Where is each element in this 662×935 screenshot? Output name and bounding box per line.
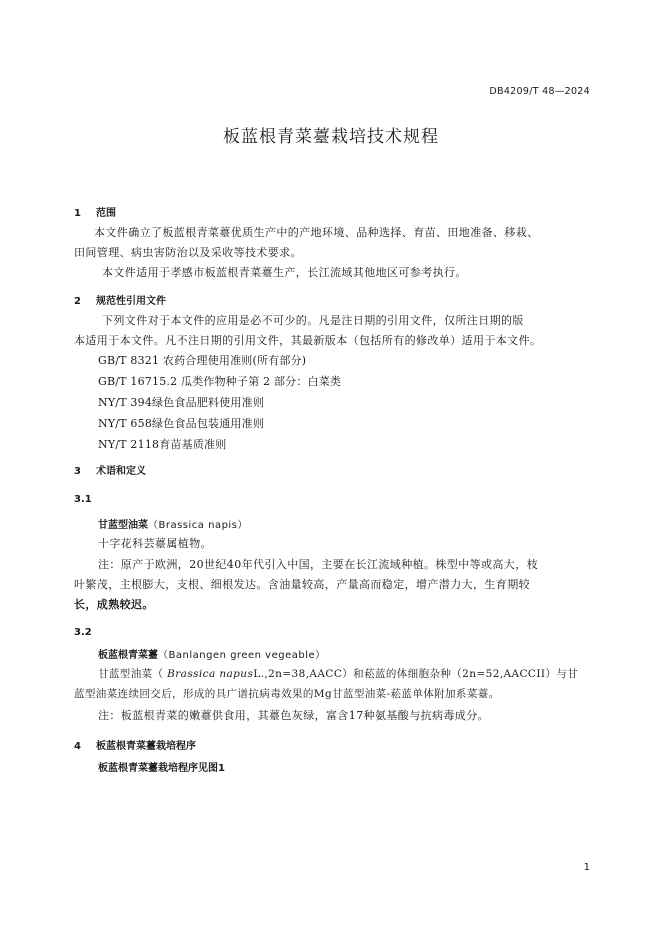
section-4-heading: [74, 737, 196, 752]
section-4-text: 板蓝根青菜薹栽培程序见图1: [98, 763, 225, 774]
term-3-2-definition-line-1: [98, 666, 578, 681]
reference-item: GB/T 16715.2 瓜类作物种子第 2 部分：白菜类: [98, 375, 342, 388]
section-3-heading: [74, 462, 146, 477]
term-3-2-latin: （Banlangen green vegeable）: [158, 650, 326, 661]
term-3-2-def-latin: Brassica napus: [167, 668, 254, 680]
reference-item: NY/T 658绿色食品包装通用准则: [98, 417, 265, 430]
reference-item: NY/T 394绿色食品肥料使用准则: [98, 396, 265, 409]
term-3-2-def-a: 甘蓝型油菜（: [98, 668, 168, 680]
section-3-title: 术语和定义: [96, 466, 146, 477]
term-3-2-name: 板蓝根青菜薹: [98, 650, 158, 661]
section-2-heading: [74, 292, 166, 307]
document-title: 板蓝根青菜薹栽培技术规程: [223, 127, 439, 147]
term-3-1-latin: （Brassica napis）: [148, 520, 248, 531]
term-3-1-note-line-2: 叶繁茂，主根膨大，支根、细根发达。含油量较高，产量高而稳定，增产潜力大，生育期较: [74, 578, 530, 591]
section-4-title: 板蓝根青菜薹栽培程序: [96, 741, 196, 752]
term-3-1-definition: 十字花科芸薹属植物。: [98, 537, 212, 550]
page-number: 1: [583, 862, 590, 873]
term-3-1-note-line-1: 注：原产于欧洲，20世纪40年代引入中国，主要在长江流域种植。株型中等或高大，枝: [98, 558, 538, 571]
section-1-para-2: 本文件适用于孝感市板蓝根青菜薹生产，长江流域其他地区可参考执行。: [102, 266, 467, 279]
term-3-2-def-c: L.,2n=38,AACC）和菘蓝的体细胞杂种（2n=52,AACCII）与甘: [253, 668, 579, 680]
section-1-heading: [74, 204, 116, 219]
term-3-2-number: 3.2: [74, 627, 92, 638]
section-4-number: 4: [74, 741, 81, 752]
section-1-para-1-line-2: 田间管理、病虫害防治以及采收等技术要求。: [74, 246, 302, 259]
standard-number: DB4209/T 48—2024: [489, 86, 590, 97]
section-1-title: 范围: [96, 208, 116, 219]
section-2-title: 规范性引用文件: [96, 296, 166, 307]
term-3-1-name: 甘蓝型油菜: [98, 520, 148, 531]
term-3-2-heading: [98, 646, 326, 661]
reference-item: NY/T 2118育苗基质准则: [98, 438, 227, 451]
term-3-2-note: 注：板蓝根青菜的嫩薹供食用，其薹色灰绿，富含17种氨基酸与抗病毒成分。: [98, 709, 489, 722]
term-3-1-heading: [98, 516, 248, 531]
section-3-number: 3: [74, 466, 81, 477]
section-1-number: 1: [74, 208, 81, 219]
section-1-para-1-line-1: 本文件确立了板蓝根青菜薹优质生产中的产地环境、品种选择、育苗、田地准备、移栽、: [94, 226, 539, 239]
term-3-2-definition-line-2: 蓝型油菜连续回交后，形成的具广谱抗病毒效果的Mg甘蓝型油菜-菘蓝单体附加系菜薹。: [74, 688, 500, 700]
term-3-1-number: 3.1: [74, 494, 92, 505]
term-3-1-note-line-3: 长，成熟较迟。: [74, 598, 154, 611]
section-2-number: 2: [74, 296, 81, 307]
section-2-para-line-2: 本适用于本文件。凡不注日期的引用文件，其最新版本（包括所有的修改单）适用于本文件。: [74, 334, 542, 347]
reference-item: GB/T 8321 农药合理使用准则(所有部分): [98, 354, 307, 367]
section-2-para-line-1: 下列文件对于本文件的应用是必不可少的。凡是注日期的引用文件，仅所注日期的版: [102, 314, 524, 327]
